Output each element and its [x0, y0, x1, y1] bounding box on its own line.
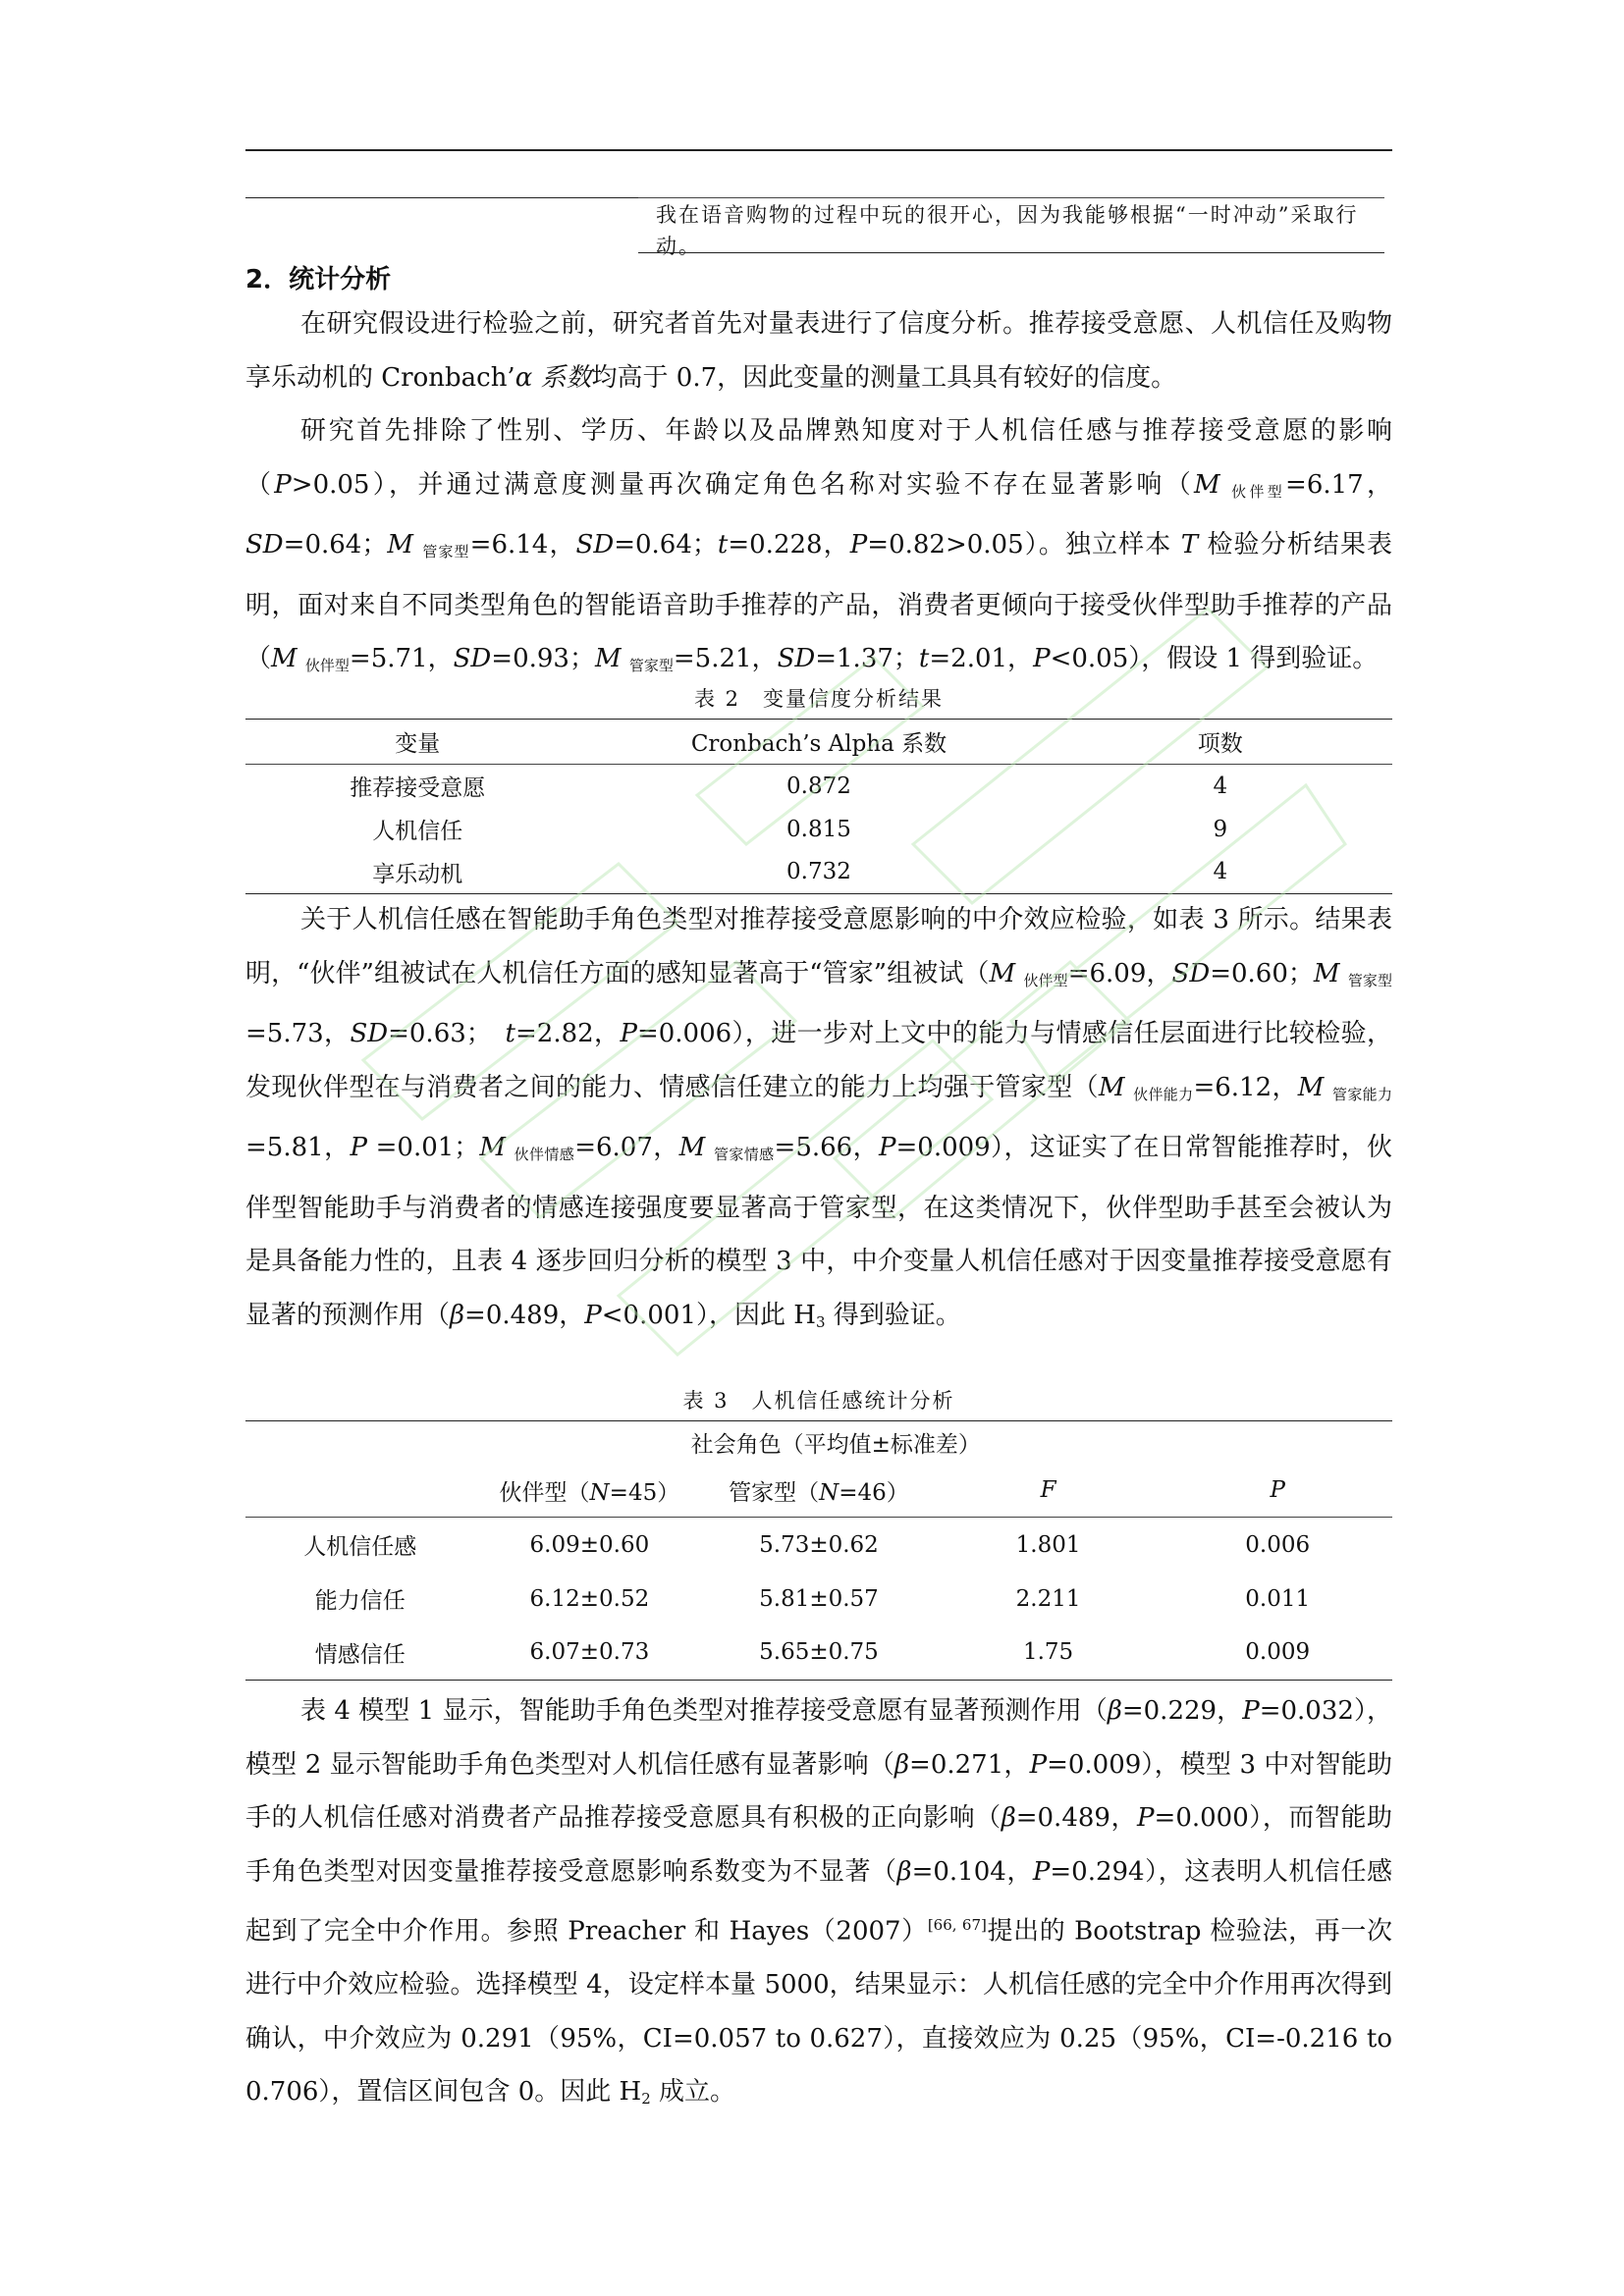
table-row: [245, 1626, 1392, 1681]
table-cell: 享乐动机: [372, 861, 463, 887]
table-header-cell: 伙伴型（N=45）: [499, 1479, 680, 1506]
table-cell: 人机信任感: [303, 1534, 417, 1561]
paragraph-1: 在研究假设进行检验之前，研究者首先对量表进行了信度分析。推荐接受意愿、人机信任及购物享乐动机的 Cronbach’α 系数均高于 0.7，因此变量的测量工具具有较好的信度。: [245, 309, 1392, 393]
table-header-row: [245, 720, 1392, 765]
table-header-row: [245, 1465, 1392, 1518]
table-cell: 0.815: [786, 816, 851, 842]
table-header-cell: 管家型（N=46）: [729, 1479, 909, 1506]
table-cell: 1.75: [1022, 1639, 1074, 1666]
table-cell: 0.011: [1245, 1585, 1311, 1612]
table-header-cell: [245, 1465, 475, 1518]
table-cell: 4: [1213, 773, 1228, 799]
table-cell: 6.09±0.60: [529, 1531, 650, 1558]
table-group-header: 社会角色（平均值±标准差）: [690, 1432, 981, 1459]
table-row: [245, 1518, 1392, 1573]
table-header-cell: F: [1040, 1477, 1056, 1504]
table-header-cell: 变量: [395, 731, 441, 757]
table-row: [245, 851, 1392, 894]
table-group-header-row: [245, 1421, 1392, 1465]
section-heading: 2．统计分析: [245, 265, 392, 294]
paragraph-4: 表 4 模型 1 显示，智能助手角色类型对推荐接受意愿有显著预测作用（β=0.229，P=0.032），模型 2 显示智能助手角色类型对人机信任感有显著影响（β=0.271，P=0.009），模型 3 中对智能助手的人机信任感对消费者产品推荐接受意愿具有积极的正向影响（β=0.489，P=0.000），而智能助手角色类型对因变量推荐接受意愿影响系数变为不显著（β=0.104，P=0.294），这表明人机信任感起到了完全中介作用。参照 Preacher 和 Hayes（2007）[66, 67]提出的 Bootstrap 检验法，再一次进行中介效应检验。选择模型 4，设定样本量 5000，结果显示：人机信任感的完全中介作用再次得到确认，中介效应为 0.291（95%，CI=0.057 to 0.627），直接效应为 0.25（95%，CI=-0.216 to 0.706），置信区间包含 0。因此 $H_2$ 成立。: [245, 1696, 1393, 2109]
table-3-caption: 表 3 人机信任感统计分析: [682, 1389, 955, 1413]
table-row: [245, 765, 1392, 808]
table-cell: 能力信任: [314, 1588, 406, 1614]
table-3: [245, 1420, 1392, 1681]
table-header-cell: P: [1270, 1477, 1285, 1504]
table-rule: [638, 197, 1384, 198]
paragraph-3: 关于人机信任感在智能助手角色类型对推荐接受意愿影响的中介效应检验，如表 3 所示。结果表明，“伙伴”组被试在人机信任方面的感知显著高于“管家”组被试（M $_{伙伴型}$=6.09，SD=0.60；M $_{管家型}$=5.73，SD=0.63； t=2.82，P=0.006），进一步对上文中的能力与情感信任层面进行比较检验，发现伙伴型在与消费者之间的能力、情感信任建立的能力上均强于管家型（M $_{伙伴能力}$=6.12，M $_{管家能力}$=5.81，P =0.01；M $_{伙伴情感}$=6.07，M $_{管家情感}$=5.66，P=0.009），这证实了在日常智能推荐时，伙伴型智能助手与消费者的情感连接强度要显著高于管家型，在这类情况下，伙伴型助手甚至会被认为是具备能力性的，且表 4 逐步回归分析的模型 3 中，中介变量人机信任感对于因变量推荐接受意愿有显著的预测作用（β=0.489，P<0.001），因此 $H_3$ 得到验证。: [245, 905, 1393, 1331]
paragraph-2: 研究首先排除了性别、学历、年龄以及品牌熟知度对于人机信任感与推荐接受意愿的影响（P>0.05），并通过满意度测量再次确定角色名称对实验不存在显著影响（M $_{伙伴型}$=6.17，SD=0.64；M $_{管家型}$=6.14，SD=0.64；t=0.228，P=0.82>0.05）。独立样本 T 检验分析结果表明，面对来自不同类型角色的智能语音助手推荐的产品，消费者更倾向于接受伙伴型助手推荐的产品（M $_{伙伴型}$=5.71，SD=0.93；M $_{管家型}$=5.21，SD=1.37；t=2.01，P<0.05），假设 1 得到验证。: [245, 416, 1393, 674]
table-cell: 5.73±0.62: [759, 1531, 879, 1558]
table-cell: 6.07±0.73: [529, 1639, 650, 1666]
table-cell: 2.211: [1015, 1585, 1081, 1612]
table-cell: 5.65±0.75: [759, 1639, 879, 1666]
table-header-cell: Cronbach’s Alpha 系数: [690, 731, 947, 757]
table-cell: 5.81±0.57: [759, 1585, 879, 1612]
table-header-cell: [245, 1421, 475, 1465]
table-row: [245, 808, 1392, 851]
table-cell: 9: [1213, 816, 1228, 842]
table-cell: 人机信任: [372, 819, 463, 844]
table-cell: 1.801: [1015, 1531, 1081, 1558]
table-cell: 0.009: [1245, 1639, 1311, 1666]
table-2: [245, 719, 1392, 894]
table-row: [245, 1573, 1392, 1626]
table-cell: 0.872: [786, 773, 851, 799]
table-bottom-rule: [638, 252, 1384, 253]
table-cell: 情感信任: [314, 1641, 406, 1668]
table-cell: 6.12±0.52: [529, 1585, 650, 1612]
table-2-caption: 表 2 变量信度分析结果: [693, 687, 945, 711]
table-cell: 0.732: [786, 859, 851, 885]
table-header-cell: 项数: [1197, 731, 1243, 757]
table-cell: 我在语音购物的过程中玩的很开心，因为我能够根据“一时冲动”采取行动。: [656, 203, 1359, 258]
header-rule: [245, 149, 1392, 151]
table-cell: 推荐接受意愿: [350, 775, 486, 802]
table-rule: [245, 197, 638, 198]
table-cell: 4: [1213, 859, 1228, 885]
table-cell: 0.006: [1245, 1531, 1311, 1558]
